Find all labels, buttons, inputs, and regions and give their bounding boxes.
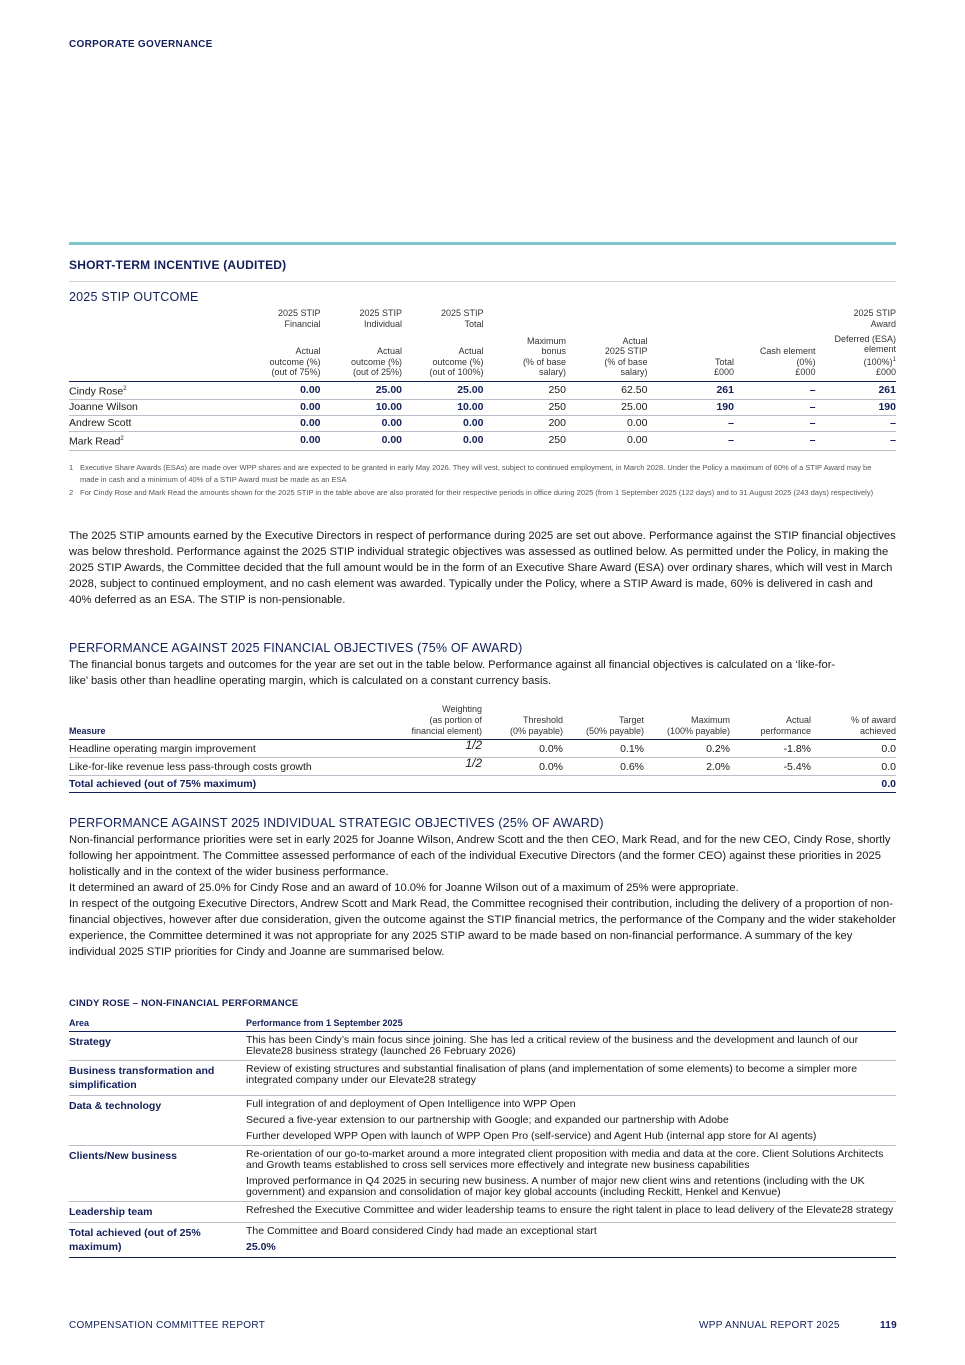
table-row: Strategy This has been Cindy’s main focus since joining. She has led a critical review of the business and the development and launch of our Elevate28 business strategy (launched 26 February 2026) [69, 1032, 896, 1061]
col-threshold: Threshold (0% payable) [482, 704, 563, 740]
col-esa: Deferred (ESA) element $(100\%)^1$ £000 [815, 332, 896, 381]
table-row: Headline operating margin improvement 1/2 0.0% 0.1% 0.2% -1.8% 0.0 [69, 740, 896, 758]
col-actual-stip: Actual 2025 STIP (% of base salary) [566, 332, 647, 381]
col-fin-outcome: Actual outcome (%) (out of 75%) [240, 332, 320, 381]
stip-outcome-title: 2025 STIP OUTCOME [69, 290, 199, 304]
col-area: Area [69, 1018, 246, 1032]
table-row: Cindy Rose$^2$ 0.00 25.00 25.00 250 62.50 261 – 261 [69, 381, 896, 400]
col-tot-group: 2025 STIP Total [440, 308, 484, 329]
section-kicker: CORPORATE GOVERNANCE [69, 39, 213, 50]
col-award-group: 2025 STIP Award [853, 308, 896, 329]
financial-objectives-table [69, 704, 896, 793]
intro-paragraph: The 2025 STIP amounts earned by the Executive Directors in respect of performance during 2025 are set out above. Performance against the STIP financial objectives was below threshold. Performance against the 2025 STIP individual strategic objectives was assessed as outlined below. As permitted under the Policy, in making the 2025 STIP Awards, the Committee decided that the full amount would be in the form of an Executive Share Award (ESA) over ordinary shares, which will vest in March 2028, subject to continued employment, and no cash element was awarded. Typically under the Policy, where a STIP Award is made, 60% is delivered in cash and 40% deferred as an ESA. The STIP is non-pensionable. [69, 530, 896, 606]
table-row: Clients/New business Re-orientation of our go-to-market around a more integrated client proposition with media and data at the core. Client Solutions Architects and Growth teams established to cross sell services more effectively and integrate new business capabilities Improved performance in Q4 2025 in securing new business. A number of major new client wins and retentions (including with the UK government) and expansion and consolidation of major key global accounts (including Reckitt, Henkel and Kenvue) [69, 1146, 896, 1202]
nonfinancial-title: CINDY ROSE – NON-FINANCIAL PERFORMANCE [69, 998, 299, 1009]
table-row: Business transformation and simplification Review of existing structures and substantial finalisation of plans (and implementation of some elements) to become a simpler more integrated company under our Elevate28 strategy [69, 1061, 896, 1096]
col-target: Target (50% payable) [563, 704, 644, 740]
footer-report: WPP ANNUAL REPORT 2025 [699, 1320, 840, 1331]
page-number: 119 [880, 1320, 898, 1331]
footnote-2: 2 For Cindy Rose and Mark Read the amounts shown for the 2025 STIP in the table above are also prorated for their respective periods in office during 2025 (from 1 September 2025 (122 days) and to 31 August 2025 (243 days) respectively) [69, 488, 874, 497]
section-divider [69, 242, 896, 245]
col-measure: Measure [69, 704, 387, 740]
individual-objectives-text: Non-financial performance priorities were set in early 2025 for Joanne Wilson, Andrew Scott and the then CEO, Mark Read, and for the new CEO, Cindy Rose, shortly following her appointment. The Committee assessed performance of each of the individual Executive Directors (and the former CEO) against these priorities in 2025 holistically and in the context of the wider business performance. It determined an award of 25.0% for Cindy Rose and an award of 10.0% for Joanne Wilson out of a maximum of 25% were appropriate. In respect of the outgoing Executive Directors, Andrew Scott and Mark Read, the Committee recognised their contribution, including the delivery of a proportion of non-financial objectives, however after due consideration, given the outcome against the STIP financial metrics, the performance of the Company and the wider stakeholder experience, the Committee determined it was not appropriate for any 2025 STIP award to be made based on non-financial performance. A summary of the key individual 2025 STIP priorities for Cindy and Joanne are summarised below. [69, 834, 896, 958]
col-fin-group: 2025 STIP Financial [277, 308, 321, 329]
table-row: Andrew Scott 0.00 0.00 0.00 200 0.00 – – – [69, 416, 896, 432]
col-total: Total £000 [647, 332, 734, 381]
col-tot-outcome: Actual outcome (%) (out of 100%) [402, 332, 483, 381]
col-max-bonus: Maximum bonus (% of base salary) [483, 332, 565, 381]
nonfinancial-table [69, 1018, 896, 1258]
col-weighting: Weighting (as portion of financial element) [387, 704, 482, 740]
table-row: Data & technology Full integration of and deployment of Open Intelligence into WPP Open Secured a five-year extension to our partnership with Google; and expanded our partnership with Adobe Further developed WPP Open with launch of WPP Open Pro (self-service) and Agent Hub (internal app store for AI agents) [69, 1096, 896, 1146]
footnote-1: 1 Executive Share Awards (ESAs) are made over WPP shares and are expected to be granted in early May 2026. They will vest, subject to continued employment, in March 2028. Under the Policy a maximum of 60% of a STIP Award may be made in cash and a minimum of 40% of a STIP Award must be made as an ESA [69, 463, 872, 484]
stip-outcome-table [69, 308, 896, 451]
col-actual-performance: Actual performance [730, 704, 811, 740]
total-row: Total achieved (out of 75% maximum) 0.0 [69, 776, 896, 793]
col-maximum: Maximum (100% payable) [644, 704, 730, 740]
footer-section: COMPENSATION COMMITTEE REPORT [69, 1320, 266, 1331]
table-row: Like-for-like revenue less pass-through costs growth 1/2 0.0% 0.6% 2.0% -5.4% 0.0 [69, 758, 896, 776]
individual-objectives-title: PERFORMANCE AGAINST 2025 INDIVIDUAL STRATEGIC OBJECTIVES (25% OF AWARD) [69, 816, 604, 830]
section-title: SHORT-TERM INCENTIVE (AUDITED) [69, 258, 287, 272]
col-ind-outcome: Actual outcome (%) (out of 25%) [321, 332, 402, 381]
col-ind-group: 2025 STIP Individual [359, 308, 402, 329]
table-row: Mark Read$^2$ 0.00 0.00 0.00 250 0.00 – – – [69, 432, 896, 451]
table-row: Joanne Wilson 0.00 10.00 10.00 250 25.00 190 – 190 [69, 400, 896, 416]
col-performance: Performance from 1 September 2025 [246, 1018, 896, 1032]
title-rule [69, 281, 896, 282]
col-cash: Cash element (0%) £000 [734, 332, 815, 381]
financial-objectives-title: PERFORMANCE AGAINST 2025 FINANCIAL OBJECTIVES (75% OF AWARD) [69, 641, 523, 655]
table-row: Leadership team Refreshed the Executive Committee and wider leadership teams to ensure the right talent in place to lead delivery of the Elevate28 strategy [69, 1202, 896, 1223]
financial-objectives-text: The financial bonus targets and outcomes for the year are set out in the table below. Performance against all financial objectives is calculated on a ‘like-for-like’ basis other than headline operating margin, which is calculated on a constant currency basis. [69, 659, 836, 687]
total-row: Total achieved (out of 25% maximum) The Committee and Board considered Cindy had made an exceptional start 25.0% [69, 1223, 896, 1258]
col-award-achieved: % of award achieved [811, 704, 896, 740]
